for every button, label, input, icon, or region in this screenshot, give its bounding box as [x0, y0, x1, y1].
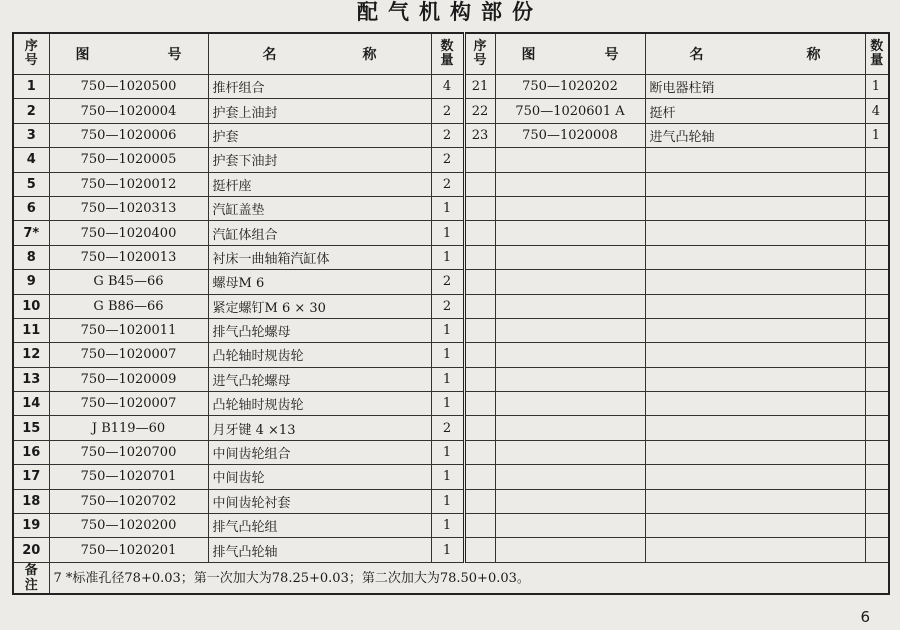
row-quantity-right — [865, 440, 889, 464]
row-drawing-number: 750—1020700 — [49, 440, 208, 464]
row-drawing-number: G B86—66 — [49, 294, 208, 318]
row-drawing-number: 750—1020012 — [49, 172, 208, 196]
table-row — [13, 245, 889, 269]
row-drawing-number: 750—1020200 — [49, 514, 208, 538]
row-part-name-right — [645, 465, 865, 489]
row-no-right — [464, 221, 495, 245]
row-no-right — [464, 538, 495, 562]
row-quantity-right — [865, 514, 889, 538]
row-drawing-number-right — [495, 416, 645, 440]
row-part-name: 护套上油封 — [208, 99, 431, 123]
table-row — [13, 343, 889, 367]
row-drawing-number-right — [495, 148, 645, 172]
header-qty-2 — [865, 33, 889, 75]
row-no: 16 — [13, 440, 49, 464]
row-quantity: 1 — [431, 196, 464, 220]
row-no-right — [464, 270, 495, 294]
table-row — [13, 123, 889, 147]
row-drawing-number: 750—1020013 — [49, 245, 208, 269]
row-part-name: 推杆组合 — [208, 75, 431, 99]
parts-rows — [13, 75, 889, 563]
row-drawing-number: 750—1020201 — [49, 538, 208, 562]
row-drawing-number-right — [495, 538, 645, 562]
row-no: 8 — [13, 245, 49, 269]
row-part-name: 排气凸轮螺母 — [208, 318, 431, 342]
row-part-name: 中间齿轮组合 — [208, 440, 431, 464]
header-name-2 — [645, 33, 865, 75]
header-name-2-left: 名 — [689, 47, 704, 63]
page-number: 6 — [860, 608, 870, 626]
row-drawing-number: 750—1020701 — [49, 465, 208, 489]
remarks-text: 7 *标准孔径78+0.03；第一次加大为78.25+0.03；第二次加大为78.50+0.03。 — [49, 562, 889, 594]
row-part-name-right — [645, 294, 865, 318]
row-drawing-number: J B119—60 — [49, 416, 208, 440]
row-quantity: 1 — [431, 392, 464, 416]
row-quantity: 2 — [431, 148, 464, 172]
row-part-name-right — [645, 318, 865, 342]
row-no: 7* — [13, 221, 49, 245]
row-part-name: 护套 — [208, 123, 431, 147]
row-quantity: 2 — [431, 270, 464, 294]
row-part-name: 护套下油封 — [208, 148, 431, 172]
row-quantity-right — [865, 172, 889, 196]
row-drawing-number: 750—1020004 — [49, 99, 208, 123]
row-quantity-right: 1 — [865, 75, 889, 99]
header-drawing-right: 号 — [167, 47, 182, 63]
row-no: 20 — [13, 538, 49, 562]
header-qty-2-text: 数量 — [870, 39, 884, 68]
row-part-name: 中间齿轮 — [208, 465, 431, 489]
table-row — [13, 196, 889, 220]
row-drawing-number-right — [495, 318, 645, 342]
row-quantity: 1 — [431, 367, 464, 391]
row-quantity-right — [865, 318, 889, 342]
header-drawing — [49, 33, 208, 75]
row-quantity: 1 — [431, 343, 464, 367]
row-no: 15 — [13, 416, 49, 440]
row-quantity: 2 — [431, 172, 464, 196]
table-row — [13, 75, 889, 99]
row-drawing-number-right: 750—1020202 — [495, 75, 645, 99]
row-quantity: 1 — [431, 465, 464, 489]
row-drawing-number-right — [495, 367, 645, 391]
row-quantity: 2 — [431, 416, 464, 440]
table-row — [13, 221, 889, 245]
row-no: 6 — [13, 196, 49, 220]
row-part-name-right: 挺杆 — [645, 99, 865, 123]
row-quantity-right — [865, 343, 889, 367]
row-drawing-number: 750—1020006 — [49, 123, 208, 147]
header-no-2-text: 序号 — [473, 39, 487, 68]
header-row — [13, 33, 889, 75]
header-no — [13, 33, 49, 75]
table-row — [13, 99, 889, 123]
row-quantity-right — [865, 367, 889, 391]
row-part-name-right — [645, 221, 865, 245]
row-drawing-number-right — [495, 465, 645, 489]
row-quantity-right — [865, 245, 889, 269]
row-part-name: 进气凸轮螺母 — [208, 367, 431, 391]
row-no: 1 — [13, 75, 49, 99]
row-no: 17 — [13, 465, 49, 489]
table-row — [13, 440, 889, 464]
row-drawing-number-right — [495, 514, 645, 538]
header-drawing-2-right: 号 — [604, 47, 619, 63]
row-part-name-right — [645, 343, 865, 367]
header-no-text: 序号 — [24, 39, 38, 68]
table-row — [13, 514, 889, 538]
row-no: 13 — [13, 367, 49, 391]
row-part-name: 衬床一曲轴箱汽缸体 — [208, 245, 431, 269]
row-no-right — [464, 294, 495, 318]
row-drawing-number-right — [495, 270, 645, 294]
row-no-right — [464, 465, 495, 489]
row-no-right — [464, 392, 495, 416]
row-quantity-right — [865, 148, 889, 172]
header-qty-text: 数量 — [440, 39, 454, 68]
row-drawing-number-right — [495, 245, 645, 269]
row-part-name-right — [645, 538, 865, 562]
row-part-name: 月牙键 4 ×13 — [208, 416, 431, 440]
header-name-2-right: 称 — [806, 47, 821, 63]
row-drawing-number-right — [495, 392, 645, 416]
row-quantity: 1 — [431, 318, 464, 342]
row-no: 2 — [13, 99, 49, 123]
row-quantity-right — [865, 270, 889, 294]
table-row — [13, 392, 889, 416]
row-part-name: 排气凸轮组 — [208, 514, 431, 538]
row-part-name: 挺杆座 — [208, 172, 431, 196]
row-no: 12 — [13, 343, 49, 367]
row-drawing-number: 750—1020005 — [49, 148, 208, 172]
row-quantity: 1 — [431, 221, 464, 245]
row-quantity: 1 — [431, 489, 464, 513]
row-drawing-number-right — [495, 172, 645, 196]
row-part-name: 中间齿轮衬套 — [208, 489, 431, 513]
row-part-name: 排气凸轮轴 — [208, 538, 431, 562]
table-row — [13, 416, 889, 440]
row-part-name-right — [645, 148, 865, 172]
row-part-name: 紧定螺钉M 6 × 30 — [208, 294, 431, 318]
row-drawing-number-right: 750—1020008 — [495, 123, 645, 147]
row-quantity: 4 — [431, 75, 464, 99]
row-part-name: 螺母M 6 — [208, 270, 431, 294]
row-drawing-number-right — [495, 294, 645, 318]
remarks-label-cell — [13, 562, 49, 594]
table-row — [13, 294, 889, 318]
row-part-name-right — [645, 416, 865, 440]
row-drawing-number-right — [495, 343, 645, 367]
row-part-name-right — [645, 245, 865, 269]
row-no: 11 — [13, 318, 49, 342]
row-drawing-number-right — [495, 221, 645, 245]
row-quantity-right: 4 — [865, 99, 889, 123]
row-no: 18 — [13, 489, 49, 513]
row-no: 14 — [13, 392, 49, 416]
row-no-right — [464, 416, 495, 440]
row-no-right — [464, 514, 495, 538]
table-row — [13, 148, 889, 172]
row-no-right: 23 — [464, 123, 495, 147]
header-name — [208, 33, 431, 75]
row-drawing-number: 750—1020400 — [49, 221, 208, 245]
row-part-name: 汽缸盖垫 — [208, 196, 431, 220]
row-no-right — [464, 367, 495, 391]
header-name-right: 称 — [362, 47, 377, 63]
row-quantity-right: 1 — [865, 123, 889, 147]
row-quantity: 2 — [431, 123, 464, 147]
row-no-right — [464, 343, 495, 367]
row-part-name: 凸轮轴时规齿轮 — [208, 392, 431, 416]
header-drawing-left: 图 — [75, 47, 90, 63]
row-quantity-right — [865, 392, 889, 416]
row-part-name: 凸轮轴时规齿轮 — [208, 343, 431, 367]
row-part-name-right — [645, 514, 865, 538]
row-no-right — [464, 318, 495, 342]
row-part-name-right — [645, 392, 865, 416]
row-part-name-right — [645, 489, 865, 513]
table-row — [13, 367, 889, 391]
row-drawing-number-right — [495, 489, 645, 513]
row-quantity-right — [865, 294, 889, 318]
row-quantity: 1 — [431, 245, 464, 269]
header-no-2 — [464, 33, 495, 75]
row-part-name-right — [645, 172, 865, 196]
row-drawing-number: 750—1020011 — [49, 318, 208, 342]
row-quantity: 2 — [431, 99, 464, 123]
row-quantity-right — [865, 416, 889, 440]
row-no-right — [464, 172, 495, 196]
row-no-right: 22 — [464, 99, 495, 123]
table-row — [13, 465, 889, 489]
row-quantity: 1 — [431, 514, 464, 538]
row-no: 3 — [13, 123, 49, 147]
row-no-right — [464, 489, 495, 513]
row-drawing-number: 750—1020313 — [49, 196, 208, 220]
row-drawing-number: 750—1020500 — [49, 75, 208, 99]
row-part-name-right — [645, 367, 865, 391]
table-row — [13, 318, 889, 342]
row-quantity-right — [865, 538, 889, 562]
row-quantity-right — [865, 489, 889, 513]
table-row — [13, 538, 889, 562]
row-drawing-number-right — [495, 440, 645, 464]
row-no-right — [464, 440, 495, 464]
row-quantity-right — [865, 196, 889, 220]
row-drawing-number-right — [495, 196, 645, 220]
row-part-name-right — [645, 196, 865, 220]
header-drawing-2-left: 图 — [521, 47, 536, 63]
row-no-right — [464, 196, 495, 220]
row-no-right — [464, 245, 495, 269]
row-quantity-right — [865, 221, 889, 245]
row-no: 4 — [13, 148, 49, 172]
row-part-name-right: 断电器柱销 — [645, 75, 865, 99]
row-part-name-right — [645, 270, 865, 294]
remarks-label: 备注 — [24, 562, 38, 593]
row-quantity-right — [865, 465, 889, 489]
remarks-row — [13, 562, 889, 594]
row-quantity: 2 — [431, 294, 464, 318]
table-row — [13, 489, 889, 513]
row-no: 9 — [13, 270, 49, 294]
header-name-left: 名 — [262, 47, 277, 63]
table-row — [13, 270, 889, 294]
row-no: 19 — [13, 514, 49, 538]
row-no: 5 — [13, 172, 49, 196]
header-qty — [431, 33, 464, 75]
row-drawing-number-right: 750—1020601 A — [495, 99, 645, 123]
parts-table — [12, 32, 890, 595]
row-part-name: 汽缸体组合 — [208, 221, 431, 245]
row-quantity: 1 — [431, 440, 464, 464]
row-part-name-right: 进气凸轮轴 — [645, 123, 865, 147]
row-no-right — [464, 148, 495, 172]
table-row — [13, 172, 889, 196]
row-part-name-right — [645, 440, 865, 464]
row-no: 10 — [13, 294, 49, 318]
page-title: 配气机构部份 — [357, 0, 543, 24]
row-drawing-number: G B45—66 — [49, 270, 208, 294]
row-drawing-number: 750—1020007 — [49, 392, 208, 416]
row-quantity: 1 — [431, 538, 464, 562]
row-no-right: 21 — [464, 75, 495, 99]
row-drawing-number: 750—1020009 — [49, 367, 208, 391]
header-drawing-2 — [495, 33, 645, 75]
row-drawing-number: 750—1020007 — [49, 343, 208, 367]
row-drawing-number: 750—1020702 — [49, 489, 208, 513]
